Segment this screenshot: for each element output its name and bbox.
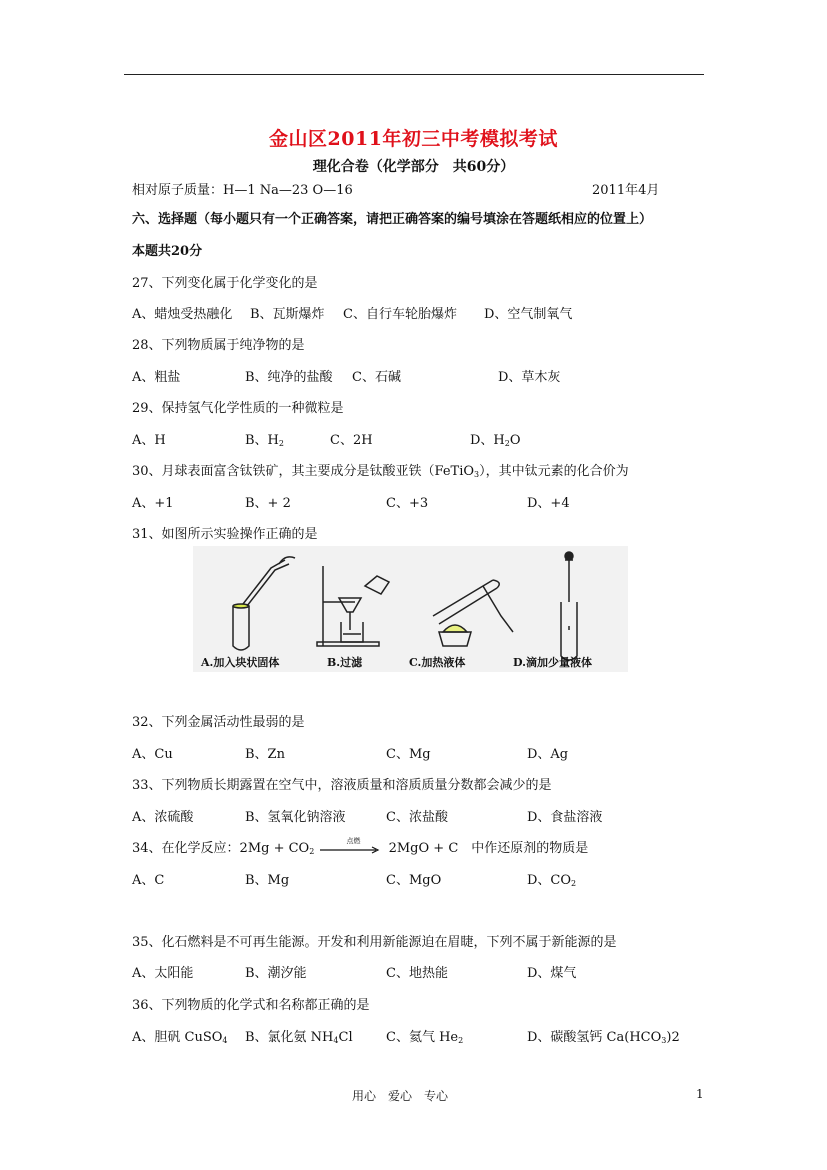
figure-label-b: B.过滤: [327, 656, 363, 669]
page-number: 1: [696, 1087, 704, 1101]
q32-option-b: B、Zn: [245, 747, 285, 762]
figure-label-c: C.加热液体: [409, 656, 466, 669]
q32-option-d: D、Ag: [527, 747, 569, 762]
q29-option-c: C、2H: [330, 433, 373, 448]
question-35-stem: 35、化石燃料是不可再生能源。开发和利用新能源迫在眉睫，下列不属于新能源的是: [132, 935, 617, 950]
figure-label-d: D.滴加少量液体: [513, 656, 592, 669]
right-arrow-icon: [320, 846, 382, 856]
dropper-icon: [561, 552, 577, 660]
q35-option-a: A、太阳能: [132, 966, 194, 981]
question-33-stem: 33、下列物质长期露置在空气中，溶液质量和溶质质量分数都会减少的是: [132, 778, 552, 793]
exam-date: 2011年4月: [592, 183, 660, 198]
q33-option-c: C、浓盐酸: [386, 810, 448, 825]
q28-option-d: D、草木灰: [498, 370, 561, 385]
exam-subtitle: 理化合卷（化学部分 共60分）: [312, 159, 515, 175]
q34-option-c: C、MgO: [386, 873, 442, 888]
figure-label-a: A.加入块状固体: [201, 656, 280, 669]
question-32-stem: 32、下列金属活动性最弱的是: [132, 715, 305, 730]
question-27-stem: 27、下列变化属于化学变化的是: [132, 276, 318, 291]
question-30-stem: 30、月球表面富含钛铁矿，其主要成分是钛酸亚铁（FeTiO$_3$），其中钛元素的化合价为: [132, 464, 629, 479]
exam-title: 金山区2011年初三中考模拟考试: [269, 128, 558, 150]
q27-option-d: D、空气制氧气: [484, 307, 573, 322]
q28-option-a: A、粗盐: [132, 370, 181, 385]
q30-option-d: D、+4: [527, 496, 570, 511]
q36-option-b: B、氯化氨 $NH_4Cl$: [245, 1030, 353, 1045]
q30-option-c: C、+3: [386, 496, 429, 511]
test-tube-tweezers-icon: [233, 557, 295, 650]
q32-option-c: C、Mg: [386, 747, 431, 762]
q34-option-d: D、$CO_2$: [527, 873, 577, 888]
reaction-arrow: [320, 837, 382, 852]
q29-option-b: B、$H_2$: [245, 433, 284, 448]
question-36-stem: 36、下列物质的化学式和名称都正确的是: [132, 998, 370, 1013]
reaction-condition: 点燃: [346, 837, 361, 845]
section-score: 本题共20分: [132, 244, 203, 259]
q34-option-a: A、C: [132, 873, 165, 888]
section-heading: 六、选择题（每小题只有一个正确答案，请把正确答案的编号填涂在答题纸相应的位置上）: [132, 212, 653, 227]
question-28-stem: 28、下列物质属于纯净物的是: [132, 338, 305, 353]
q32-option-a: A、Cu: [132, 747, 173, 762]
question-31-stem: 31、如图所示实验操作正确的是: [132, 527, 318, 542]
q34-option-b: B、Mg: [245, 873, 290, 888]
q35-option-c: C、地热能: [386, 966, 448, 981]
q30-option-a: A、+1: [132, 496, 174, 511]
q36-option-a: A、胆矾 CuSO$_4$: [132, 1030, 228, 1045]
q33-option-b: B、氢氧化钠溶液: [245, 810, 346, 825]
header-rule: [124, 74, 704, 75]
footer-motto: 用心 爱心 专心: [352, 1089, 449, 1103]
q36-option-d: D、碳酸氢钙 $Ca(HCO_3)2$: [527, 1030, 680, 1045]
q35-option-d: D、煤气: [527, 966, 577, 981]
q35-option-b: B、潮汐能: [245, 966, 307, 981]
heating-liquid-icon: [433, 580, 513, 646]
lab-operations-figure: [193, 546, 628, 672]
q28-option-b: B、纯净的盐酸: [245, 370, 333, 385]
q28-option-c: C、石碱: [352, 370, 401, 385]
q33-option-d: D、食盐溶液: [527, 810, 603, 825]
atomic-mass-note: 相对原子质量：H—1 Na—23 O—16: [132, 183, 353, 198]
q33-option-a: A、浓硫酸: [132, 810, 194, 825]
q29-option-d: D、$H_2O$: [470, 433, 521, 448]
question-29-stem: 29、保持氢气化学性质的一种微粒是: [132, 401, 344, 416]
q27-option-a: A、蜡烛受热融化: [132, 307, 233, 322]
question-34-stem: 34、在化学反应：$2Mg + CO_2$ 点燃 2MgO + C 中作还原剂的物质是: [132, 837, 589, 856]
q27-option-c: C、自行车轮胎爆炸: [343, 307, 457, 322]
q29-option-a: A、H: [132, 433, 166, 448]
q27-option-b: B、瓦斯爆炸: [250, 307, 325, 322]
filtration-icon: [317, 566, 389, 646]
q36-option-c: C、氦气 $He_2$: [386, 1030, 464, 1045]
q30-option-b: B、+ 2: [245, 496, 291, 511]
